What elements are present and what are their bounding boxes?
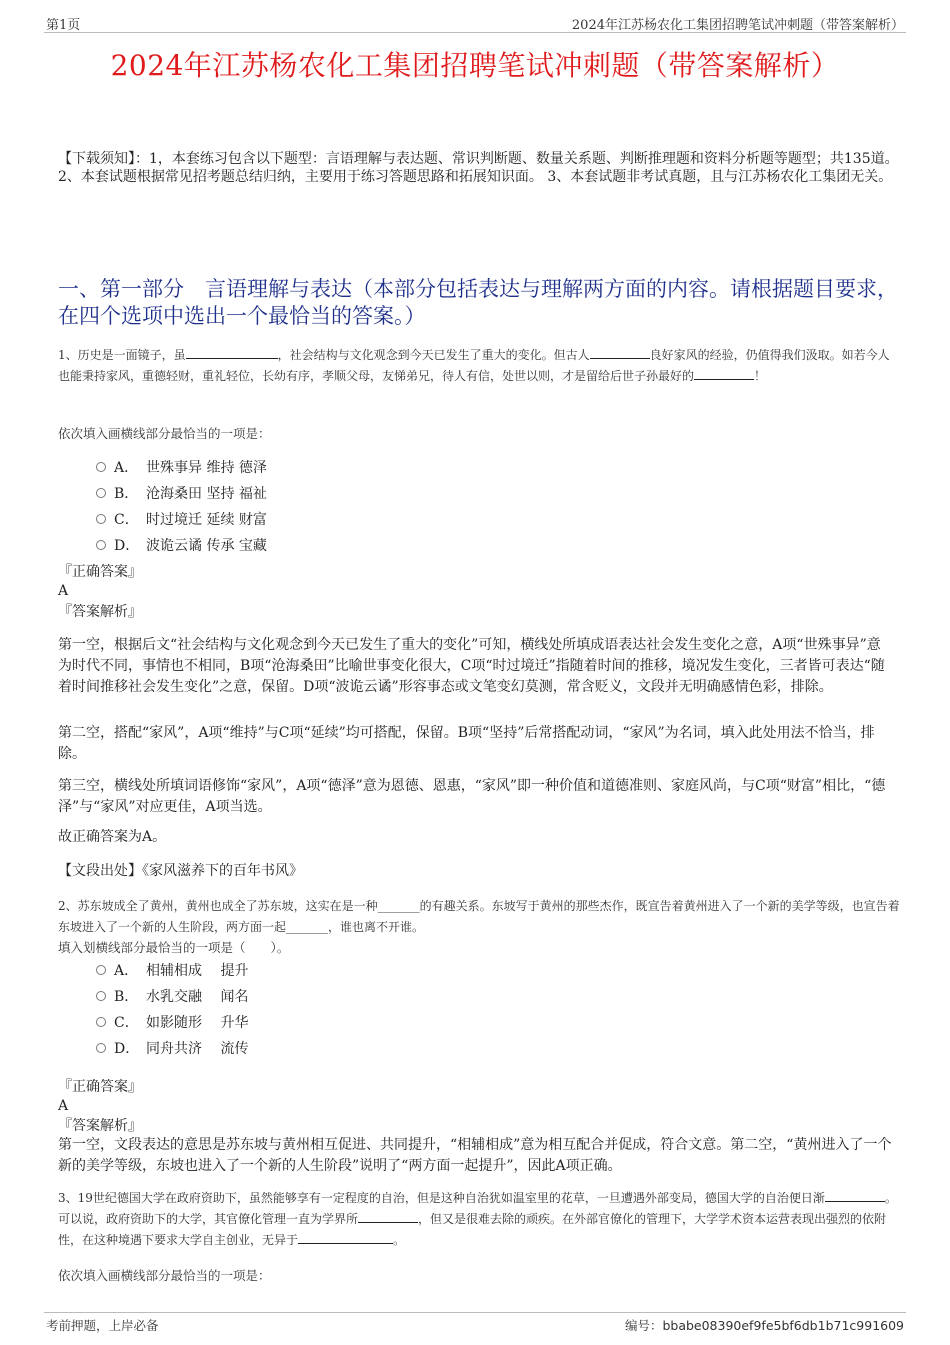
- header-divider: [44, 32, 906, 33]
- q3-text-part2: 。可以说，政府资助下的大学，其官僚化管理一直为学界所: [58, 1191, 897, 1226]
- answer-blank: [358, 1210, 418, 1223]
- question-1-prompt: 依次填入画横线部分最恰当的一项是：: [58, 426, 271, 441]
- analysis-paragraph: 第二空，搭配“家风”，A项“维持”与C项“延续”均可搭配，保留。B项“坚持”后常搭配动词，“家风”为名词，填入此处用法不恰当，排除。: [58, 725, 875, 762]
- option-letter: D．: [114, 1041, 140, 1057]
- option-b[interactable]: [96, 986, 248, 1006]
- option-text: 相辅相成 提升: [146, 963, 249, 979]
- correct-answer-label: 『正确答案』: [58, 564, 142, 580]
- analysis-label: 『答案解析』: [58, 604, 142, 620]
- option-text: 如影随形 升华: [146, 1015, 249, 1031]
- answer-blank: [590, 346, 650, 359]
- option-c[interactable]: [96, 1012, 248, 1032]
- q1-text-part1: 1、历史是一面镜子，虽: [58, 348, 186, 362]
- q3-text-part4: 。: [393, 1233, 406, 1247]
- question-3-stem: [58, 1188, 900, 1251]
- correct-answer-value: A: [58, 1098, 69, 1114]
- serial-code: bbabe08390ef9fe5bf6db1b71c991609: [662, 1318, 904, 1333]
- option-d[interactable]: [96, 535, 267, 555]
- analysis-conclusion: 故正确答案为A。: [58, 829, 167, 845]
- option-text: 同舟共济 流传: [146, 1041, 249, 1057]
- option-letter: C．: [114, 512, 139, 528]
- correct-answer-label: 『正确答案』: [58, 1079, 142, 1095]
- option-d[interactable]: [96, 1038, 248, 1058]
- analysis-paragraph: 第一空，文段表达的意思是苏东坡与黄州相互促进、共同提升，“相辅相成”意为相互配合并促成，符合文意。第二空，“黄州进入了一个新的美学等级，东坡也进入了一个新的人生阶段”说明了“两方面一起提升”，因此A项正确。: [58, 1137, 892, 1174]
- radio-icon[interactable]: [96, 540, 106, 550]
- option-letter: A．: [114, 963, 139, 979]
- q3-text-part1: 3、19世纪德国大学在政府资助下，虽然能够享有一定程度的自治，但是这种自治犹如温室里的花草，一旦遭遇外部变局，德国大学的自治便日渐: [58, 1191, 825, 1205]
- radio-icon[interactable]: [96, 488, 106, 498]
- footer-slogan: 考前押题，上岸必备: [46, 1318, 159, 1333]
- source-citation: 【文段出处】《家风滋养下的百年书风》: [58, 863, 303, 879]
- option-text: 波诡云谲 传承 宝藏: [146, 538, 267, 554]
- option-letter: B．: [114, 989, 139, 1005]
- footer-serial: [625, 1316, 904, 1334]
- serial-label: 编号：: [624, 1318, 663, 1333]
- answer-blank: [825, 1189, 885, 1202]
- q1-text-part4: ！: [754, 369, 767, 383]
- option-letter: B．: [114, 486, 139, 502]
- question-3-prompt: 依次填入画横线部分最恰当的一项是：: [58, 1268, 271, 1283]
- document-title: 2024年江苏杨农化工集团招聘笔试冲刺题（带答案解析）: [110, 49, 840, 82]
- option-c[interactable]: [96, 509, 267, 529]
- option-text: 水乳交融 闻名: [146, 989, 249, 1005]
- question-1-stem: [58, 345, 900, 387]
- running-header-title: 2024年江苏杨农化工集团招聘笔试冲刺题（带答案解析）: [571, 18, 904, 33]
- radio-icon[interactable]: [96, 991, 106, 1001]
- answer-blank: [298, 1231, 393, 1244]
- section-heading: 一、第一部分 言语理解与表达（本部分包括表达与理解两方面的内容。请根据题目要求，在四个选项中选出一个最恰当的答案。）: [58, 277, 898, 328]
- q3-text-part3: ，但又是很难去除的顽疾。在外部官僚化的管理下，大学学术资本运营表现出强烈的依附性，在这种境遇下要求大学自主创业，无异于: [58, 1212, 887, 1247]
- option-letter: D．: [114, 538, 140, 554]
- option-text: 沧海桑田 坚持 福祉: [146, 486, 267, 502]
- option-text: 世殊事异 维持 德泽: [146, 460, 267, 476]
- option-letter: A．: [114, 460, 139, 476]
- analysis-paragraph: 第三空，横线处所填词语修饰“家风”，A项“德泽”意为恩德、恩惠，“家风”即一种价值和道德准则、家庭风尚，与C项“财富”相比，“德泽”与“家风”对应更佳，A项当选。: [58, 778, 886, 815]
- option-a[interactable]: [96, 960, 248, 980]
- question-2-prompt: 填入划横线部分最恰当的一项是（ ）。: [58, 940, 290, 955]
- q1-text-part2: ，社会结构与文化观念到今天已发生了重大的变化。但古人: [277, 348, 590, 362]
- option-letter: C．: [114, 1015, 139, 1031]
- radio-icon[interactable]: [96, 462, 106, 472]
- correct-answer-value: A: [58, 583, 69, 599]
- download-notice: 【下载须知】：1，本套练习包含以下题型：言语理解与表达题、常识判断题、数量关系题、判断推理题和资料分析题等题型；共135道。 2、本套试题根据常见招考题总结归纳，主要用于练习答题思路和拓展知识面。 3、本套试题非考试真题，且与江苏杨农化工集团无关。: [58, 151, 899, 185]
- option-a[interactable]: [96, 457, 267, 477]
- q1-text-part3: 良好家风的经验，仍值得我们汲取。如若今人也能秉持家风，重德轻财，重礼轻位，长幼有序，孝顺父母，友悌弟兄，待人有信，处世以则，才是留给后世子孙最好的: [58, 348, 890, 383]
- radio-icon[interactable]: [96, 1017, 106, 1027]
- radio-icon[interactable]: [96, 965, 106, 975]
- option-text: 时过境迁 延续 财富: [146, 512, 267, 528]
- answer-blank: [186, 346, 278, 359]
- option-b[interactable]: [96, 483, 267, 503]
- radio-icon[interactable]: [96, 514, 106, 524]
- page-number: 第1页: [46, 18, 81, 33]
- question-2-stem: 2、苏东坡成全了黄州，黄州也成全了苏东坡，这实在是一种_______的有趣关系。东坡写于黄州的那些杰作，既宣告着黄州进入了一个新的美学等级，也宣告着东坡进入了一个新的人生阶段，两方面一起_______，谁也离不开谁。: [58, 899, 900, 934]
- analysis-label: 『答案解析』: [58, 1118, 142, 1134]
- radio-icon[interactable]: [96, 1043, 106, 1053]
- answer-blank: [694, 367, 754, 380]
- footer-divider: [44, 1312, 906, 1313]
- analysis-paragraph: 第一空，根据后文“社会结构与文化观念到今天已发生了重大的变化”可知，横线处所填成语表达社会发生变化之意，A项“世殊事异”意为时代不同，事情也不相同，B项“沧海桑田”比喻世事变化很大，C项“时过境迁”指随着时间的推移，境况发生变化，三者皆可表达“随着时间推移社会发生变化”之意，保留。D项“波诡云谲”形容事态或文笔变幻莫测，常含贬义，文段并无明确感情色彩，排除。: [58, 637, 885, 695]
